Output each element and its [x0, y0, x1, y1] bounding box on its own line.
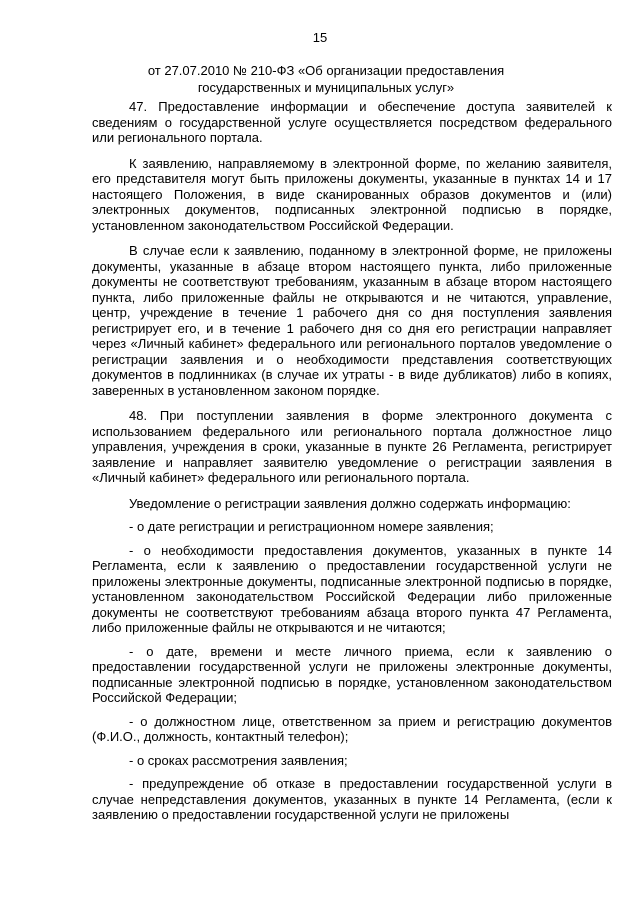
- header-line: государственных и муниципальных услуг»: [197, 80, 455, 95]
- paragraph: В случае если к заявлению, поданному в электронной форме, не приложены документы, указанные в абзаце втором настоящего пункта, либо приложенные документы не соответствуют требованиям, указанным в абзаце втором настоящего пункта, либо приложенные файлы не открываются и не читаются, управление, центр, учреждение в течение 1 рабочего дня со дня поступления заявления регистрирует его, и в течение 1 рабочего дня со дня его регистрации направляет через «Личный кабинет» федерального или регионального порталов уведомление о регистрации заявления и о необходимости представления соответствующих документов в подлинниках (в случае их утраты - в виде дубликатов) либо в копиях, заверенных в установленном законом порядке.: [92, 243, 612, 398]
- list-item: - о необходимости предоставления документов, указанных в пункте 14 Регламента, если к заявлению о предоставлении государственной услуги не приложены электронные документы, подписанные электронной подписью в порядке, установленном законодательством Российской Федерации либо приложенные документы не соответствуют требованиям абзаца второго пункта 47 Регламента, либо приложенные файлы не открываются и не читаются;: [92, 542, 612, 635]
- list-item: - о дате регистрации и регистрационном номере заявления;: [129, 519, 494, 534]
- paragraph: Уведомление о регистрации заявления должно содержать информацию:: [129, 495, 571, 511]
- list-item: - о дате, времени и месте личного приема, если к заявлению о предоставлении государственной услуги не приложены электронные документы, подписанные электронной подписью в порядке, установленном законодательством Российской Федерации;: [92, 643, 612, 705]
- continuation-header: [92, 62, 560, 96]
- document-body: [92, 99, 612, 831]
- paragraph: К заявлению, направляемому в электронной форме, по желанию заявителя, его представителя могут быть приложены документы, указанные в пунктах 14 и 17 настоящего Положения, в виде сканированных образов документов и (или) электронных документов, подписанных электронной подписью в порядке, установленном законодательством Российской Федерации.: [92, 155, 612, 233]
- paragraph-47: 47. Предоставление информации и обеспечение доступа заявителей к сведениям о государственной услуге осуществляется посредством федерального или регионального портала.: [92, 99, 612, 145]
- header-line: от 27.07.2010 № 210-ФЗ «Об организации предоставления: [147, 63, 505, 78]
- list-item: - предупреждение об отказе в предоставлении государственной услуги в случае непредставления документов, указанных в пункте 14 Регламента, (если к заявлению о предоставлении государственной услуги не приложены: [92, 776, 612, 822]
- paragraph-48: 48. При поступлении заявления в форме электронного документа с использованием федерального или регионального портала должностное лицо управления, учреждения в сроки, указанные в пункте 26 Регламента, регистрирует заявление и направляет заявителю уведомление о регистрации заявления в «Личный кабинет» федерального или регионального портала.: [92, 408, 612, 485]
- page-number: 15: [312, 30, 328, 45]
- list-item: - о должностном лице, ответственном за прием и регистрацию документов (Ф.И.О., должность, контактный телефон);: [92, 713, 612, 744]
- list-item: - о сроках рассмотрения заявления;: [129, 752, 348, 768]
